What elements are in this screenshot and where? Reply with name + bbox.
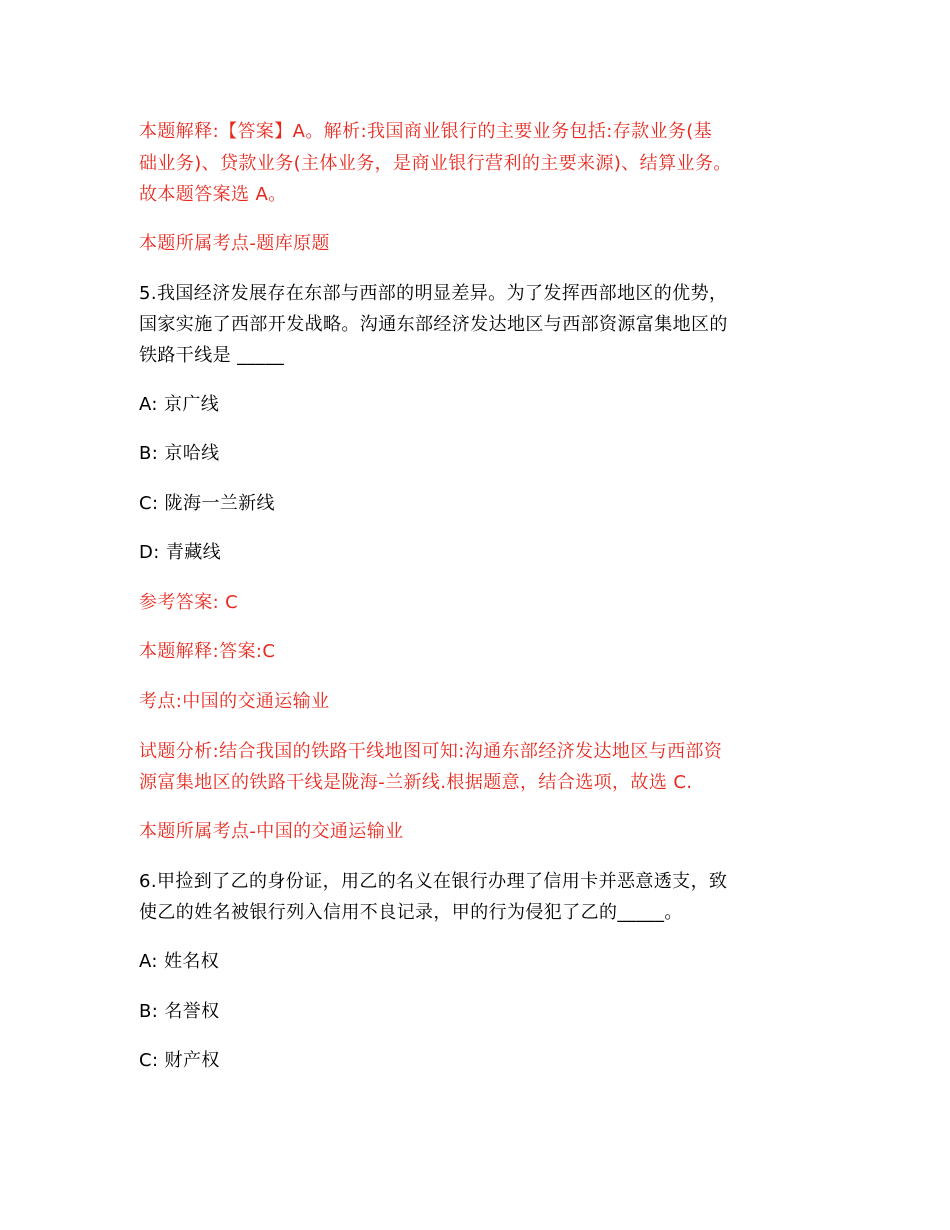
q6-option-b: B: 名誉权 bbox=[139, 1001, 220, 1022]
q5-analysis-line-1: 试题分析:结合我国的铁路干线地图可知:沟通东部经济发达地区与西部资 bbox=[139, 741, 723, 762]
q5-explanation: 本题解释:答案:C bbox=[139, 641, 276, 662]
q6-question-line-2: 使乙的姓名被银行列入信用不良记录，甲的行为侵犯了乙的_____。 bbox=[139, 902, 683, 923]
q5-analysis-line-2: 源富集地区的铁路干线是陇海-兰新线.根据题意，结合选项，故选 C. bbox=[139, 772, 693, 793]
q5-reference-answer: 参考答案: C bbox=[139, 592, 239, 613]
q4-explanation-line-3: 故本题答案选 A。 bbox=[139, 184, 287, 205]
q5-option-a: A: 京广线 bbox=[139, 394, 220, 415]
q6-option-a: A: 姓名权 bbox=[139, 951, 220, 972]
q5-option-b: B: 京哈线 bbox=[139, 443, 220, 464]
q4-explanation-line-1: 本题解释:【答案】A。解析:我国商业银行的主要业务包括:存款业务(基 bbox=[139, 121, 713, 142]
q5-option-d: D: 青藏线 bbox=[139, 542, 222, 563]
q4-topic: 本题所属考点-题库原题 bbox=[139, 233, 330, 254]
q5-question-line-3: 铁路干线是 _____ bbox=[139, 345, 285, 366]
q5-topic: 本题所属考点-中国的交通运输业 bbox=[139, 821, 404, 842]
q6-option-c: C: 财产权 bbox=[139, 1050, 220, 1071]
q5-question-line-2: 国家实施了西部开发战略。沟通东部经济发达地区与西部资源富集地区的 bbox=[139, 314, 728, 335]
q5-knowledge-point: 考点:中国的交通运输业 bbox=[139, 691, 330, 712]
q5-question-line-1: 5.我国经济发展存在东部与西部的明显差异。为了发挥西部地区的优势， bbox=[139, 283, 728, 304]
q6-question-line-1: 6.甲捡到了乙的身份证，用乙的名义在银行办理了信用卡并恶意透支，致 bbox=[139, 871, 728, 892]
q4-explanation-line-2: 础业务)、贷款业务(主体业务，是商业银行营利的主要来源)、结算业务。 bbox=[139, 153, 732, 174]
q5-option-c: C: 陇海一兰新线 bbox=[139, 493, 275, 514]
